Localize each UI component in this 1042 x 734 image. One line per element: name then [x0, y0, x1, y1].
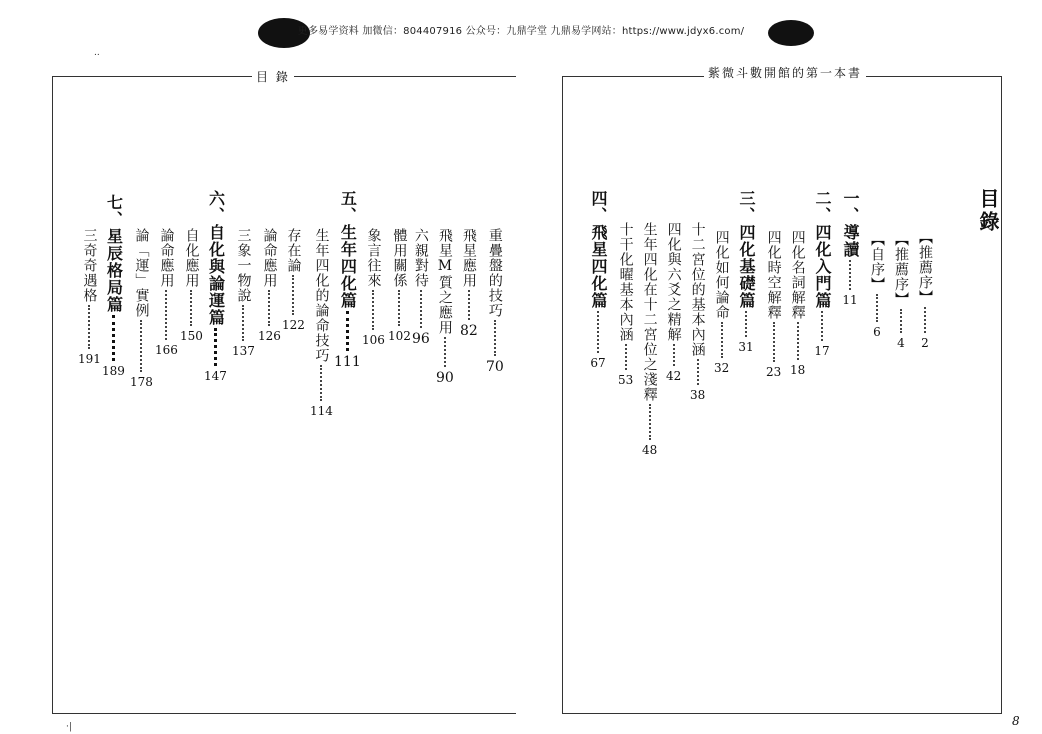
entry-label: 一、導讀: [841, 190, 860, 258]
leader-dots: [242, 305, 244, 341]
leader-dots: [346, 311, 349, 351]
entry-label: 四化名詞解釋: [789, 230, 806, 320]
entry-label: 論命應用: [158, 228, 175, 288]
entry-page: 191: [78, 352, 101, 366]
entry-page: 126: [258, 329, 281, 343]
leader-dots: [876, 294, 878, 322]
entry-label: 十二宮位的基本內涵: [689, 222, 706, 357]
leader-dots: [797, 322, 799, 360]
entry-page: 90: [436, 370, 454, 386]
toc-entry: [618, 222, 633, 387]
leader-dots: [372, 290, 374, 330]
entry-page: 6: [873, 325, 881, 339]
entry-page: 70: [486, 359, 504, 375]
entry-label: 四化時空解釋: [765, 230, 782, 320]
entry-page: 17: [814, 344, 830, 358]
leader-dots: [625, 344, 627, 370]
toc-entry: [642, 222, 657, 457]
entry-label: 三、四化基礎篇: [737, 190, 756, 309]
entry-label: 論命應用: [261, 228, 278, 288]
toc-title: [978, 188, 998, 234]
leader-dots: [292, 275, 294, 315]
entry-page: 23: [766, 365, 782, 379]
toc-entry: [842, 190, 858, 307]
toc-entry: [180, 228, 203, 343]
entry-page: 53: [618, 373, 634, 387]
entry-label: 自化應用: [183, 228, 200, 288]
page-number: 8: [1012, 714, 1020, 728]
toc-entry: [894, 232, 908, 350]
entry-page: 32: [714, 361, 730, 375]
entry-label: 三奇奇遇格: [81, 228, 98, 303]
leader-dots: [268, 290, 270, 326]
entry-page: 4: [897, 336, 905, 350]
toc-entry: [412, 228, 430, 347]
toc-entry: [436, 228, 454, 386]
entry-label: 二、四化入門篇: [813, 190, 832, 309]
leader-dots: [494, 320, 496, 356]
toc-entry: [334, 190, 361, 370]
entry-label: 體用關係: [391, 228, 408, 288]
entry-label: 四化與六爻之精解: [665, 222, 682, 342]
leader-dots: [649, 404, 651, 440]
entry-label: 生年四化的論命技巧: [313, 228, 330, 363]
toc-entry: [666, 222, 681, 383]
toc-entry: [814, 190, 830, 358]
leader-dots: [924, 307, 926, 333]
right-page: [562, 76, 1002, 714]
entry-label: 五、生年四化篇: [338, 190, 358, 309]
toc-entry: [486, 228, 504, 375]
leader-dots: [140, 320, 142, 372]
toc-entry: [78, 228, 101, 366]
entry-page: 38: [690, 388, 706, 402]
leader-dots: [112, 315, 115, 361]
toc-entry: [310, 228, 333, 418]
toc-entry: [460, 228, 478, 339]
entry-label: 四化如何論命: [713, 230, 730, 320]
toc-entry: [766, 230, 781, 379]
leader-dots: [721, 322, 723, 358]
entry-page: 2: [921, 336, 929, 350]
leader-dots: [165, 290, 167, 340]
entry-page: 48: [642, 443, 658, 457]
entry-label: 十干化曜基本內涵: [617, 222, 634, 342]
toc-entry: [714, 230, 729, 375]
toc-entry: [690, 222, 705, 402]
left-page: [52, 76, 516, 714]
leader-dots: [190, 290, 192, 326]
toc-entry: [870, 232, 884, 339]
entry-page: 18: [790, 363, 806, 377]
entry-label: 四、飛星四化篇: [589, 190, 608, 309]
entry-label: 飛星M質之應用: [436, 228, 453, 335]
entry-page: 67: [590, 356, 606, 370]
leader-dots: [398, 290, 400, 326]
leader-dots: [597, 311, 599, 353]
entry-page: 96: [412, 331, 430, 347]
leader-dots: [320, 365, 322, 401]
entry-label: 六、自化與論運篇: [206, 190, 226, 326]
leader-dots: [745, 311, 747, 337]
toc-entry: [155, 228, 178, 357]
toc-entry: [204, 190, 227, 383]
stray-mark-top: ..: [94, 48, 100, 58]
entry-label: 重疊盤的技巧: [486, 228, 503, 318]
toc-entry: [362, 228, 385, 347]
entry-page: 150: [180, 329, 203, 343]
entry-page: 82: [460, 323, 478, 339]
entry-label: 三象一物說: [235, 228, 252, 303]
toc-entry: [918, 230, 932, 350]
leader-dots: [468, 290, 470, 320]
leader-dots: [900, 309, 902, 333]
entry-page: 137: [232, 344, 255, 358]
toc-entry: [102, 194, 125, 378]
entry-page: 166: [155, 343, 178, 357]
entry-label: 生年四化在十二宮位之淺釋: [641, 222, 658, 402]
stray-mark-bottom: ·|: [66, 722, 72, 732]
toc-entry: [232, 228, 255, 358]
toc-entry: [130, 228, 153, 389]
entry-label: 六親對待: [412, 228, 429, 288]
left-page-header: 目 錄: [252, 68, 294, 85]
entry-label: 存在論: [285, 228, 302, 273]
entry-label: 論「運」實例: [133, 228, 150, 318]
right-page-header: 紫微斗數開館的第一本書: [704, 64, 866, 81]
entry-page: 111: [334, 354, 361, 370]
leader-dots: [773, 322, 775, 362]
entry-page: 189: [102, 364, 125, 378]
toc-entry: [590, 190, 606, 370]
toc-entry: [282, 228, 305, 332]
entry-page: 106: [362, 333, 385, 347]
toc-title-text: 目錄: [976, 188, 1000, 234]
leader-dots: [214, 328, 217, 366]
entry-label: 七、星辰格局篇: [104, 194, 124, 313]
toc-entry: [388, 228, 411, 343]
entry-label: 象言往來: [365, 228, 382, 288]
leader-dots: [673, 344, 675, 366]
leader-dots: [821, 311, 823, 341]
entry-page: 147: [204, 369, 227, 383]
entry-label: 【推薦序】: [893, 232, 909, 307]
entry-page: 42: [666, 369, 682, 383]
toc-entry: [738, 190, 754, 354]
entry-page: 122: [282, 318, 305, 332]
entry-label: 【自序】: [869, 232, 885, 292]
entry-page: 114: [310, 404, 333, 418]
entry-page: 178: [130, 375, 153, 389]
entry-page: 11: [842, 293, 858, 307]
leader-dots: [444, 337, 446, 367]
leader-dots: [849, 260, 851, 290]
entry-label: 飛星應用: [460, 228, 477, 288]
watermark-banner: 更多易学资料 加微信：804407916 公众号：九鼎学堂 九鼎易学网站：https://www.jdyx6.com/: [297, 26, 745, 37]
toc-entry: [258, 228, 281, 343]
leader-dots: [88, 305, 90, 349]
toc-entry: [790, 230, 805, 377]
entry-page: 102: [388, 329, 411, 343]
leader-dots: [420, 290, 422, 328]
leader-dots: [697, 359, 699, 385]
entry-label: 【推薦序】: [917, 230, 933, 305]
entry-page: 31: [738, 340, 754, 354]
